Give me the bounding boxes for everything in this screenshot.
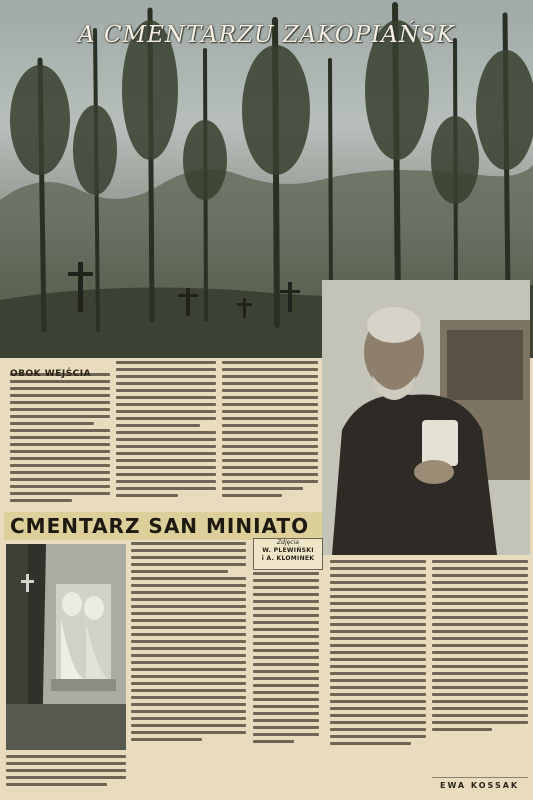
text-line	[116, 368, 216, 371]
text-line	[330, 686, 426, 689]
text-line	[253, 593, 319, 596]
text-line	[6, 762, 126, 765]
text-line	[131, 738, 202, 741]
text-line	[253, 726, 319, 729]
text-line	[432, 714, 528, 717]
text-line	[253, 677, 319, 680]
text-line	[432, 595, 528, 598]
text-line	[10, 436, 110, 439]
text-line	[131, 696, 246, 699]
text-line	[116, 480, 216, 483]
text-line	[330, 560, 426, 563]
text-line	[330, 679, 426, 682]
text-line	[131, 668, 246, 671]
text-line	[131, 633, 246, 636]
text-line	[330, 644, 426, 647]
text-line	[253, 635, 319, 638]
text-line	[222, 368, 318, 371]
text-line	[222, 438, 318, 441]
text-line	[131, 675, 246, 678]
text-line	[330, 602, 426, 605]
text-line	[10, 457, 110, 460]
text-line	[116, 466, 216, 469]
text-line	[131, 584, 246, 587]
text-line	[330, 658, 426, 661]
text-line	[432, 721, 528, 724]
text-line	[116, 431, 216, 434]
text-line	[10, 471, 110, 474]
text-line	[116, 452, 216, 455]
text-line	[131, 591, 246, 594]
portrait-illustration	[322, 280, 530, 555]
text-line	[222, 396, 318, 399]
text-line	[222, 473, 318, 476]
text-line	[330, 581, 426, 584]
text-line	[222, 431, 318, 434]
text-line	[253, 691, 319, 694]
text-line	[432, 567, 528, 570]
article-column-1	[10, 361, 110, 506]
text-line	[330, 707, 426, 710]
text-line	[330, 588, 426, 591]
article-column-5	[253, 572, 319, 747]
text-line	[330, 651, 426, 654]
text-line	[116, 361, 216, 364]
text-line	[432, 686, 528, 689]
text-line	[432, 644, 528, 647]
text-line	[131, 640, 246, 643]
article-column-4	[131, 542, 246, 745]
text-line	[131, 570, 228, 573]
text-line	[222, 452, 318, 455]
old-man-portrait-photo	[322, 280, 530, 555]
photo-credit-label: Zdjęcia	[277, 539, 299, 546]
text-line	[253, 600, 319, 603]
text-line	[222, 487, 303, 490]
text-line	[432, 637, 528, 640]
lead-row	[10, 361, 110, 379]
text-line	[10, 478, 110, 481]
text-line	[116, 403, 216, 406]
text-line	[253, 719, 319, 722]
text-line	[253, 621, 319, 624]
article-column-2	[116, 361, 216, 501]
text-line	[432, 581, 528, 584]
text-line	[253, 663, 319, 666]
text-line	[131, 577, 246, 580]
text-line	[432, 665, 528, 668]
article-lead: OBOK WEJŚCIA	[10, 369, 92, 379]
text-line	[10, 408, 110, 411]
text-line	[222, 466, 318, 469]
text-line	[432, 602, 528, 605]
text-line	[10, 485, 110, 488]
text-line	[253, 572, 319, 575]
text-line	[131, 626, 246, 629]
text-line	[330, 567, 426, 570]
signature-rule	[432, 777, 528, 778]
text-line	[10, 450, 110, 453]
text-line	[116, 445, 216, 448]
text-line	[253, 733, 319, 736]
text-line	[330, 721, 426, 724]
text-line	[253, 684, 319, 687]
text-line	[10, 394, 110, 397]
text-line	[222, 375, 318, 378]
text-line	[131, 724, 246, 727]
text-line	[432, 616, 528, 619]
text-line	[131, 731, 246, 734]
text-line	[116, 389, 216, 392]
text-line	[131, 542, 246, 545]
text-line	[330, 665, 426, 668]
text-line	[131, 717, 246, 720]
text-line	[116, 396, 216, 399]
text-line	[432, 560, 528, 563]
text-line	[222, 417, 318, 420]
text-line	[253, 607, 319, 610]
text-line	[330, 637, 426, 640]
text-line	[131, 689, 246, 692]
text-line	[131, 549, 246, 552]
text-line	[10, 380, 110, 383]
text-line	[222, 459, 318, 462]
text-line	[253, 705, 319, 708]
san-miniato-illustration	[6, 544, 126, 750]
text-line	[131, 682, 246, 685]
text-line	[330, 742, 411, 745]
page-title: A CMENTARZU ZAKOPIAŃSK	[78, 22, 455, 48]
text-line	[131, 563, 246, 566]
text-line	[253, 614, 319, 617]
san-miniato-photo	[6, 544, 126, 750]
text-line	[330, 735, 426, 738]
text-line	[330, 672, 426, 675]
photo-credit	[253, 538, 323, 570]
text-line	[432, 574, 528, 577]
photo-credit-name: W. PLEWIŃSKI	[262, 547, 314, 554]
text-line	[116, 494, 178, 497]
text-line	[330, 693, 426, 696]
text-line	[131, 654, 246, 657]
text-line	[10, 401, 110, 404]
text-line	[330, 623, 426, 626]
text-line	[131, 619, 246, 622]
text-line	[253, 712, 319, 715]
text-line	[253, 579, 319, 582]
text-line	[6, 776, 126, 779]
text-line	[116, 438, 216, 441]
text-line	[116, 417, 216, 420]
text-line	[330, 700, 426, 703]
text-line	[253, 586, 319, 589]
text-line	[10, 415, 110, 418]
author-signature: EWA KOSSAK	[440, 781, 520, 790]
article-column-3	[222, 361, 318, 501]
text-line	[253, 670, 319, 673]
text-line	[222, 410, 318, 413]
text-line	[222, 480, 318, 483]
text-line	[432, 693, 528, 696]
text-line	[253, 642, 319, 645]
text-line	[330, 595, 426, 598]
text-line	[131, 647, 246, 650]
text-line	[131, 612, 246, 615]
text-line	[432, 658, 528, 661]
text-line	[330, 609, 426, 612]
text-line	[10, 492, 110, 495]
text-line	[131, 556, 246, 559]
text-line	[131, 598, 246, 601]
text-line	[253, 656, 319, 659]
text-line	[116, 473, 216, 476]
text-line	[6, 769, 126, 772]
text-line	[222, 389, 318, 392]
text-line	[432, 623, 528, 626]
text-line	[222, 382, 318, 385]
text-line	[6, 783, 107, 786]
text-line	[432, 672, 528, 675]
text-line	[432, 707, 528, 710]
text-line	[116, 410, 216, 413]
text-line	[131, 605, 246, 608]
text-line	[432, 630, 528, 633]
text-line	[10, 499, 72, 502]
text-line	[432, 651, 528, 654]
text-line	[330, 728, 426, 731]
text-line	[330, 714, 426, 717]
section-title: CMENTARZ SAN MINIATO	[10, 514, 310, 538]
text-line	[10, 464, 110, 467]
text-line	[116, 487, 216, 490]
text-line	[116, 375, 216, 378]
text-line	[432, 679, 528, 682]
text-line	[253, 698, 319, 701]
text-line	[10, 429, 110, 432]
text-line	[253, 628, 319, 631]
text-line	[131, 661, 246, 664]
text-line	[253, 740, 294, 743]
photo-credit-name: i A. KLOMINEK	[261, 555, 315, 562]
article-column-6	[330, 560, 426, 749]
text-line	[330, 574, 426, 577]
text-line	[131, 710, 246, 713]
article-column-7	[432, 560, 528, 735]
text-line	[222, 494, 282, 497]
text-line	[222, 424, 318, 427]
text-line	[131, 703, 246, 706]
text-line	[330, 616, 426, 619]
text-line	[6, 755, 126, 758]
text-line	[432, 609, 528, 612]
text-line	[10, 387, 110, 390]
text-line	[330, 630, 426, 633]
text-line	[432, 588, 528, 591]
text-line	[222, 403, 318, 406]
text-line	[222, 361, 318, 364]
text-line	[10, 422, 94, 425]
text-line	[432, 728, 492, 731]
text-line	[253, 649, 319, 652]
text-line	[116, 382, 216, 385]
text-line	[116, 424, 200, 427]
text-line	[116, 459, 216, 462]
text-line	[432, 700, 528, 703]
san-miniato-caption	[6, 755, 126, 790]
text-line	[10, 443, 110, 446]
text-line	[222, 445, 318, 448]
